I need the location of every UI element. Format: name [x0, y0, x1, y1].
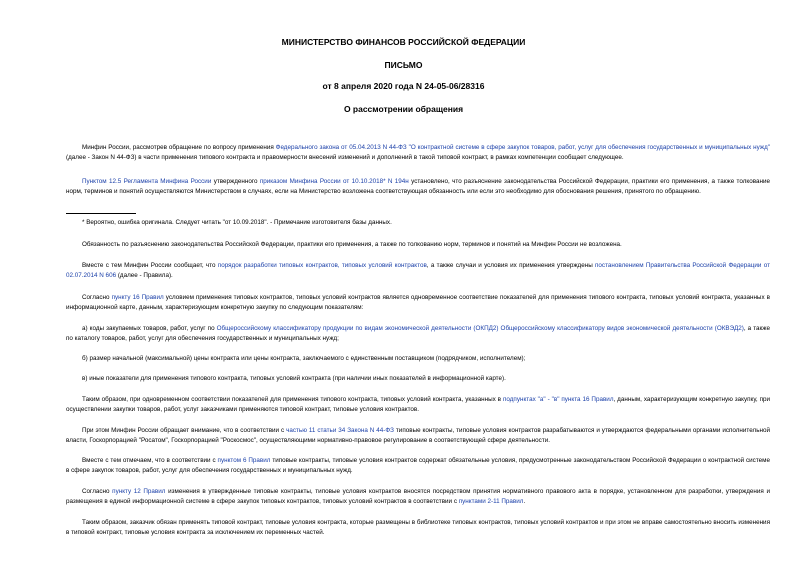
- paragraph-text: (далее - Правила).: [116, 272, 173, 279]
- paragraph: [66, 261, 770, 281]
- paragraph: [66, 395, 770, 415]
- document-link[interactable]: пункту 16 Правил: [111, 294, 164, 301]
- paragraph-text: * Вероятно, ошибка оригинала. Следует читать "от 10.09.2018". - Примечание изготовителя базы данных.: [82, 219, 392, 226]
- paragraph-text: изменения в утвержденные типовые контракты, типовые условия контрактов вносятся посредством принятия нормативного правового акта в порядке, установленном для разработки, утверждения и размещения в единой информационной системе в сфере закупок типовых контрактов, типовых условий контрактов в соответствии с: [66, 488, 770, 505]
- paragraph: [66, 143, 770, 163]
- document-link[interactable]: пунктами 2-11 Правил: [458, 498, 524, 505]
- paragraph-text: Минфин России, рассмотрев обращение по вопросу применения: [82, 144, 276, 151]
- document-link[interactable]: Общероссийскому классификатору видов экономической деятельности (ОКВЭД2): [500, 325, 744, 332]
- paragraph: [66, 374, 770, 384]
- paragraph-text: Обязанность по разъяснению законодательства Российской Федерации, практики его применения, а также по толкованию норм, терминов и понятий на Минфин России не возложена.: [82, 241, 622, 248]
- paragraph-text: утвержденного: [211, 178, 260, 185]
- paragraph-text: Вместе с тем отмечаем, что в соответствии с: [82, 457, 218, 464]
- document-date-number: от 8 апреля 2020 года N 24-05-06/28316: [322, 81, 485, 91]
- paragraph-text: установлено, что разъяснение законодательства Российской Федерации, практики его применения, а также толкование норм, терминов и понятий осуществляются Министерством в случаях, если на Министерство возложена соответствующая обязанность или если это необходимо для обоснования решения, принятого по обращению.: [66, 178, 770, 195]
- footnote: [66, 218, 770, 228]
- paragraph-text: Согласно: [82, 294, 112, 301]
- document-link[interactable]: подпунктах "а" - "в" пункта 16 Правил: [502, 396, 614, 403]
- paragraph-text: б) размер начальной (максимальной) цены контракта или цены контракта, заключаемого с единственным поставщиком (подрядчиком, исполнителем);: [82, 355, 526, 362]
- document-link[interactable]: частью 11 статьи 34 Закона N 44-ФЗ: [286, 427, 394, 434]
- paragraph: [66, 487, 770, 507]
- paragraph-text: а) коды закупаемых товаров, работ, услуг по: [82, 325, 217, 332]
- paragraph-text: Вместе с тем Минфин России сообщает, что: [82, 262, 218, 269]
- paragraph: [66, 293, 770, 313]
- paragraph-text: При этом Минфин России обращает внимание, что в соответствии с: [82, 427, 287, 434]
- paragraph-text: Согласно: [82, 488, 113, 495]
- paragraph-text: условием применения типовых контрактов, типовых условий контрактов является одновременное соответствие показателей для применения типового контракта, типовых условий контракта, указанных в информационной карте, данным, характеризующим конкретную закупку по следующим показателям:: [66, 294, 770, 311]
- paragraph-text: Таким образом, при одновременном соответствии показателей для применения типового контракта, типовых условий контракта, указанных в: [82, 396, 503, 403]
- paragraph: [66, 177, 770, 197]
- document-link[interactable]: Общероссийскому классификатору продукции по видам экономической деятельности (ОКПД2): [216, 325, 499, 332]
- document-link[interactable]: приказом Минфина России от 10.10.2018* N 194н: [259, 178, 409, 185]
- paragraph-text: Таким образом, заказчик обязан применять типовой контракт, типовые условия контракта, которые размещены в библиотеке типовых контрактов, типовых условий контрактов и при этом не вправе самостоятельно вносить изменения в типовой контракт, типовые условия контракта за исключением их переменных частей.: [66, 519, 770, 536]
- paragraph-text: , данным, характеризующим конкретную закупку, при осуществлении закупки товаров, работ, услуг заказчиками применяются типовой контракт, типовые условия контрактов.: [66, 396, 771, 413]
- paragraph: [66, 518, 770, 538]
- paragraph-text: типовые контракты, типовые условия контрактов разрабатываются и утверждаются федеральными органами исполнительной власти, Госкорпорацией "Росатом", Госкорпорацией "Роскосмос", осуществляющими нормативно-правовое регулирование в соответствующей сфере деятельности.: [66, 427, 770, 444]
- paragraph: [66, 426, 770, 446]
- document-link[interactable]: пункту 12 Правил: [112, 488, 166, 495]
- document-subject: О рассмотрении обращения: [343, 104, 464, 114]
- ministry-heading: МИНИСТЕРСТВО ФИНАНСОВ РОССИЙСКОЙ ФЕДЕРАЦИИ: [281, 37, 526, 47]
- document-link[interactable]: порядок разработки типовых контрактов, типовых условий контрактов: [217, 262, 427, 269]
- document-link[interactable]: Федерального закона от 05.04.2013 N 44-ФЗ "О контрактной системе в сфере закупок товаров, работ, услуг для обеспечения государственных и муниципальных нужд": [275, 144, 770, 151]
- document-link[interactable]: Пунктом 12.5 Регламента Минфина России: [82, 178, 212, 185]
- footnote-separator: [66, 213, 136, 214]
- paragraph-text: типовые контракты, типовые условия контрактов содержат обязательные условия, предусмотренные законодательством Российской Федерации о контрактной системе в сфере закупок товаров, работ, услуг для обеспечения государственных и муниципальных нужд.: [66, 457, 770, 474]
- paragraph-text: в) иные показатели для применения типового контракта, типовых условий контракта (при наличии иных показателей в информационной карте).: [82, 375, 506, 382]
- paragraph-text: , а также по каталогу товаров, работ, услуг для обеспечения государственных и муниципальных нужд;: [66, 325, 770, 342]
- paragraph-text: (далее - Закон N 44-ФЗ) в части применения типового контракта и правомерности внесений изменений и дополнений в такой типовой контракт, в рамках компетенции сообщает следующее.: [66, 154, 624, 161]
- paragraph-text: .: [523, 498, 526, 505]
- paragraph: [66, 456, 770, 476]
- paragraph: [66, 324, 770, 344]
- paragraph-text: , а также случаи и условия их применения утверждены: [426, 262, 596, 269]
- paragraph: [66, 354, 770, 364]
- document-link[interactable]: постановлением Правительства Российской Федерации от 02.07.2014 N 606: [66, 262, 770, 279]
- document-link[interactable]: пунктом 6 Правил: [217, 457, 271, 464]
- paragraph: [66, 240, 770, 250]
- document-type: ПИСЬМО: [384, 60, 423, 70]
